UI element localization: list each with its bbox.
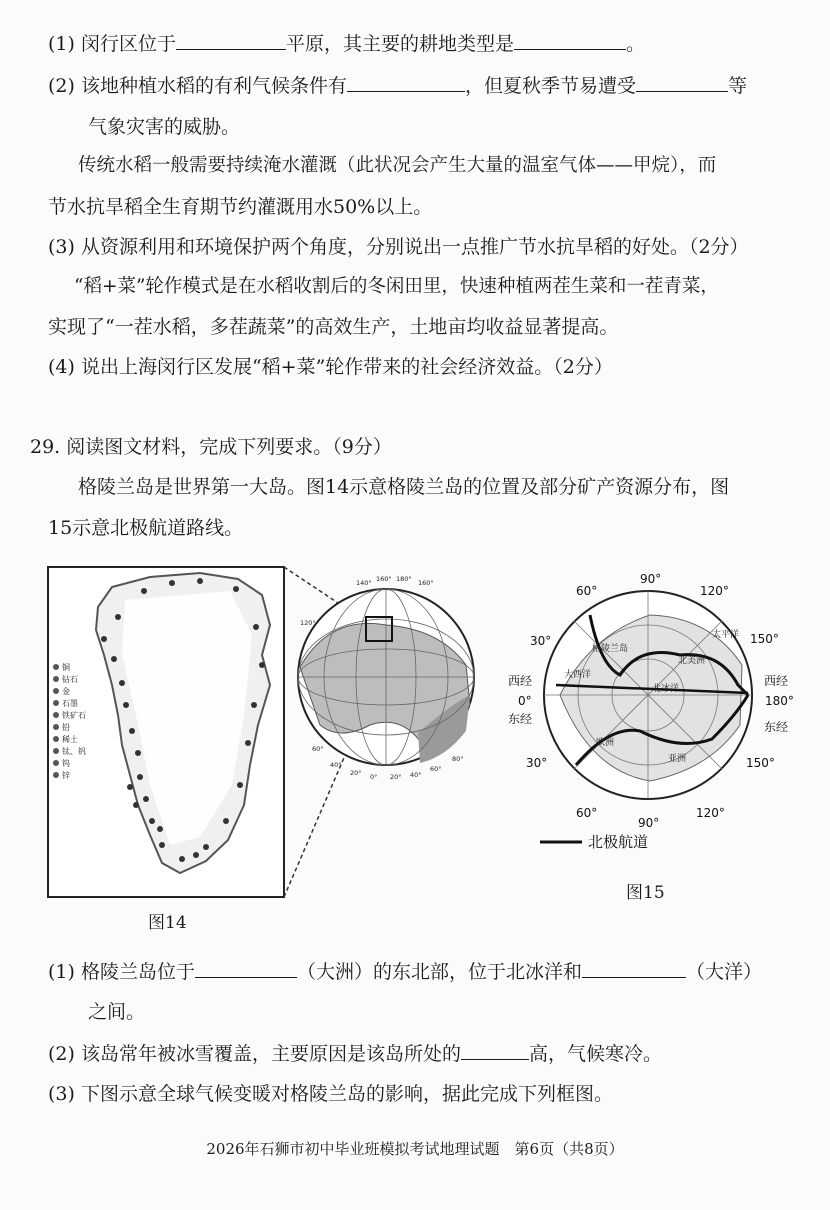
answer-blank[interactable] — [636, 73, 728, 92]
degree-label: 120° — [696, 806, 725, 820]
q28-part1: (1) 闵行区位于 平原，其主要的耕地类型是 。 — [48, 33, 646, 55]
q29-intro-line2: 15示意北极航道路线。 — [48, 517, 244, 539]
region-label: 欧洲 — [596, 738, 615, 748]
legend-item: 铅 — [62, 723, 70, 732]
region-label: 大西洋 — [564, 670, 592, 680]
globe-label: 140° — [356, 579, 372, 587]
degree-label: 90° — [638, 816, 660, 830]
globe-label: 120° — [300, 619, 316, 627]
region-label: 北美洲 — [678, 656, 706, 666]
globe-label: 60° — [430, 765, 442, 773]
degree-label: 150° — [750, 632, 779, 646]
q29-intro-line1: 格陵兰岛是世界第一大岛。图14示意格陵兰岛的位置及部分矿产资源分布，图 — [78, 476, 730, 498]
fig15-polar-map — [508, 572, 794, 851]
answer-blank[interactable] — [514, 31, 626, 50]
fig15-caption: 图15 — [626, 883, 665, 903]
region-label: 格陵兰岛 — [592, 644, 629, 654]
globe-label: 40° — [410, 771, 422, 779]
q29-part2: (2) 该岛常年被冰雪覆盖，主要原因是该岛所处的 高，气候寒冷。 — [48, 1043, 662, 1065]
globe-label: 40° — [330, 761, 342, 769]
degree-label: 150° — [746, 756, 775, 770]
q29-title: 29. 阅读图文材料，完成下列要求。（9分） — [30, 436, 392, 458]
degree-label: 30° — [526, 756, 548, 770]
page-footer: 2026年石狮市初中毕业班模拟考试地理试题 第6页（共8页） — [206, 1140, 624, 1158]
degree-label: 0° — [518, 694, 532, 708]
legend-item: 铜 — [62, 663, 70, 672]
fig14-caption: 图14 — [148, 913, 187, 933]
region-label: 亚洲 — [668, 754, 687, 764]
answer-blank[interactable] — [582, 959, 686, 978]
legend-item: 钻石 — [62, 675, 78, 684]
globe-label: 0° — [370, 773, 378, 781]
globe-label: 20° — [390, 773, 402, 781]
east-longitude-label: 东经 — [508, 712, 533, 726]
q29-part1-continued: 之间。 — [88, 1001, 146, 1023]
degree-label: 30° — [530, 634, 552, 648]
answer-blank[interactable] — [176, 31, 286, 50]
west-longitude-label: 西经 — [764, 674, 789, 688]
degree-label: 180° — [765, 694, 794, 708]
region-label: 太平洋 — [712, 630, 740, 640]
legend-item: 钛、钒 — [62, 747, 86, 756]
q29-part3: (3) 下图示意全球气候变暖对格陵兰岛的影响，据此完成下列框图。 — [48, 1083, 613, 1105]
degree-label: 60° — [576, 806, 598, 820]
globe-label: 20° — [350, 769, 362, 777]
answer-blank[interactable] — [347, 73, 465, 92]
degree-label: 90° — [640, 572, 662, 586]
legend-item: 稀土 — [62, 735, 78, 744]
region-label: 北冰洋 — [652, 684, 680, 694]
globe-label: 160° — [376, 575, 392, 583]
q28-part2-continued: 气象灾害的威胁。 — [88, 116, 241, 138]
legend-item: 锌 — [62, 771, 70, 780]
q28-passage2-line1: “稻+菜”轮作模式是在水稻收割后的冬闲田里，快速种植两茬生菜和一茬青菜， — [74, 276, 719, 297]
route-legend-label: 北极航道 — [588, 833, 649, 851]
globe-label: 60° — [312, 745, 324, 753]
degree-label: 120° — [700, 584, 729, 598]
east-longitude-label: 东经 — [764, 720, 789, 734]
q28-passage1-line2: 节水抗旱稻全生育期节约灌溉用水50%以上。 — [48, 196, 433, 218]
figures — [0, 555, 830, 955]
globe-locator — [298, 575, 474, 781]
legend-item: 铁矿石 — [62, 711, 86, 720]
west-longitude-label: 西经 — [508, 674, 533, 688]
q28-passage2-line2: 实现了“一茬水稻，多茬蔬菜”的高效生产，土地亩均收益显著提高。 — [48, 316, 619, 338]
globe-label: 160° — [418, 579, 434, 587]
legend-item: 金 — [62, 687, 70, 696]
q28-part4: (4) 说出上海闵行区发展“稻+菜”轮作带来的社会经济效益。（2分） — [48, 356, 613, 378]
q28-part2: (2) 该地种植水稻的有利气候条件有 ，但夏秋季节易遭受 等 — [48, 75, 748, 97]
q29-part1: (1) 格陵兰岛位于 （大洲）的东北部，位于北冰洋和 （大洋） — [48, 961, 763, 983]
fig14-map — [48, 567, 284, 897]
answer-blank[interactable] — [195, 959, 297, 978]
legend-item: 石墨 — [62, 699, 78, 708]
answer-blank[interactable] — [461, 1041, 529, 1060]
legend-item: 钨 — [62, 759, 70, 768]
q28-passage1-line1: 传统水稻一般需要持续淹水灌溉（此状况会产生大量的温室气体——甲烷），而 — [78, 155, 717, 176]
globe-label: 80° — [452, 755, 464, 763]
q28-part3: (3) 从资源利用和环境保护两个角度，分别说出一点推广节水抗旱稻的好处。（2分） — [48, 236, 749, 258]
degree-label: 60° — [576, 584, 598, 598]
globe-label: 180° — [396, 575, 412, 583]
